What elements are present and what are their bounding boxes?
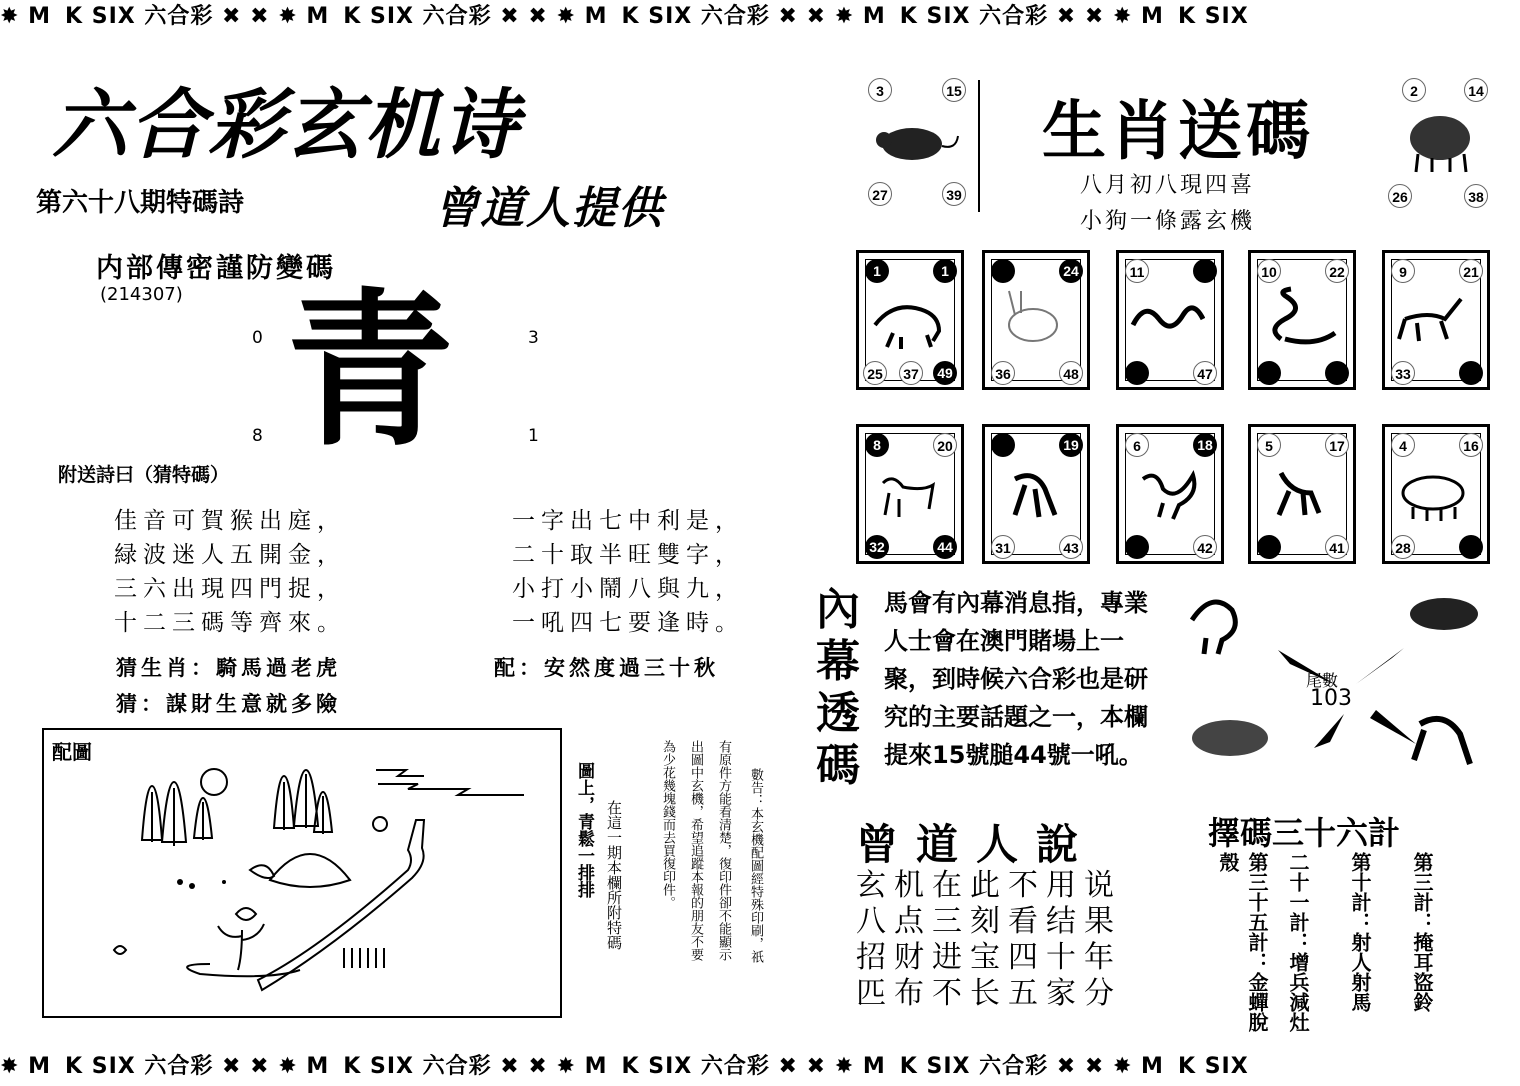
issue-label: 第六十八期特碼詩 (36, 188, 245, 218)
tiger-icon (869, 285, 945, 349)
header-band: ✸ M K SIX 六合彩 ✖ ✖ ✸ M K SIX 六合彩 ✖ ✖ ✸ M K SIX 六合彩 ✖ ✖ ✸ M K SIX 六合彩 ✖ ✖ ✸ M K SIX (0, 4, 1249, 29)
number-ball: 18 (1193, 433, 1217, 457)
number-ball: 19 (1059, 433, 1083, 457)
notice-col: 出圖中玄機，希望追蹤本報的朋友不要 (688, 740, 703, 961)
notice-text (684, 740, 706, 1030)
number-ball: 42 (1193, 535, 1217, 559)
snake-icon (1261, 285, 1337, 349)
notice-col: 為少花幾塊錢而去買復印件。 (660, 740, 675, 909)
number-ball (1325, 361, 1349, 385)
number-ball: 3 (868, 78, 892, 102)
corner-number-tl: 0 (252, 328, 263, 348)
zodiac-card-snake (1248, 250, 1356, 390)
number-ball (1257, 361, 1281, 385)
number-ball: 4 (1391, 433, 1415, 457)
number-ball: 21 (1459, 259, 1483, 283)
number-ball (991, 433, 1015, 457)
number-ball: 48 (1059, 361, 1083, 385)
ox-card (1380, 74, 1492, 214)
match-line: 配：安然度過三十秋 (494, 655, 719, 680)
number-ball (1125, 361, 1149, 385)
strategy-item: 第三計：掩耳盜鈴 (1410, 852, 1434, 1012)
guess-line-2: 猜：謀財生意就多險 (116, 691, 341, 716)
zodiac-card-dragon (1116, 250, 1224, 390)
picture-box (42, 728, 562, 1018)
poem-right-column (512, 504, 744, 640)
ox-icon (1192, 720, 1268, 756)
footer-band: ✸ M K SIX 六合彩 ✖ ✖ ✸ M K SIX 六合彩 ✖ ✖ ✸ M K SIX 六合彩 ✖ ✖ ✸ M K SIX 六合彩 ✖ ✖ ✸ M K SIX (0, 1054, 1249, 1079)
number-ball: 39 (942, 182, 966, 206)
rat-divider (978, 80, 980, 212)
number-ball: 26 (1388, 184, 1412, 208)
number-ball: 28 (1391, 535, 1415, 559)
rat-card (862, 74, 972, 214)
zodiac-card-horse (1382, 250, 1490, 390)
number-ball: 14 (1464, 78, 1488, 102)
horse-icon (1395, 285, 1471, 349)
monkey-icon (1414, 719, 1470, 764)
number-ball: 25 (863, 361, 887, 385)
right-title: 生肖送碼 (1042, 95, 1314, 169)
zodiac-card-rabbit (982, 250, 1090, 390)
number-ball: 6 (1125, 433, 1149, 457)
poem-left-column (114, 504, 346, 640)
inside-title: 內幕透碼 (816, 584, 860, 791)
poem-line: 二十取半旺雙字， (512, 542, 744, 568)
secret-heading: 内部傳密謹防變碼 (96, 253, 336, 284)
gift-poem-title: 附送詩曰（猜特碼） (58, 464, 230, 486)
number-ball: 17 (1325, 433, 1349, 457)
poem-line: 一吼四七要逢時。 (512, 610, 744, 636)
number-ball: 37 (899, 361, 923, 385)
poem-line: 佳音可賀猴出庭， (114, 508, 346, 534)
notice-text (656, 740, 678, 1030)
number-ball: 43 (1059, 535, 1083, 559)
zodiac-card-tiger (856, 250, 964, 390)
corner-number-bl: 8 (252, 426, 263, 446)
dragon-icon (1129, 285, 1205, 349)
notice-col: 有原件方能看清楚，復印件卻不能顯示 (716, 740, 731, 961)
number-ball (1125, 535, 1149, 559)
subtitle-line-2: 小狗一條露玄機 (1080, 209, 1256, 234)
number-ball (1257, 535, 1281, 559)
number-ball: 49 (933, 361, 957, 385)
provider-label: 曾道人提供 (434, 183, 664, 234)
zeng-title: 曾道人說 (856, 820, 1097, 869)
left-title: 六合彩玄机诗 (52, 80, 520, 169)
zodiac-card-dog (856, 424, 964, 564)
zodiac-card-pig (1382, 424, 1490, 564)
number-ball: 9 (1391, 259, 1415, 283)
number-ball: 20 (933, 433, 957, 457)
number-ball: 44 (933, 535, 957, 559)
number-ball: 10 (1257, 259, 1281, 283)
picture-caption: 圖上，青鬆一排排 (574, 762, 594, 898)
rooster-icon (1129, 459, 1205, 523)
zeng-line: 招财进宝四十年 (856, 940, 1122, 975)
number-ball: 47 (1193, 361, 1217, 385)
rat-icon (872, 118, 962, 168)
zeng-line: 匹布不长五家分 (856, 976, 1122, 1011)
number-ball: 41 (1325, 535, 1349, 559)
strategy-item: 第十計：射人射馬 (1348, 852, 1372, 1012)
number-ball: 38 (1464, 184, 1488, 208)
strategy-item: 二十一計：增兵減灶 (1286, 852, 1310, 1032)
tail-value: 103 (1310, 686, 1352, 711)
number-ball (991, 259, 1015, 283)
number-ball: 11 (1125, 259, 1149, 283)
notice-text (744, 768, 766, 1030)
poem-line: 十二三碼等齊來。 (114, 610, 346, 636)
pig-icon (1395, 459, 1471, 523)
number-ball: 33 (1391, 361, 1415, 385)
big-character: 青 (286, 271, 454, 469)
notice-text (712, 740, 734, 1030)
number-ball (1459, 535, 1483, 559)
dog-icon (869, 459, 945, 523)
secret-code: (214307) (100, 284, 183, 305)
turtle-illustration (44, 730, 560, 1016)
number-ball: 1 (865, 259, 889, 283)
number-ball: 22 (1325, 259, 1349, 283)
number-ball: 8 (865, 433, 889, 457)
strategy-item: 第三十五計：金蟬脫殼 (1216, 852, 1269, 1032)
strategy-title: 擇碼三十六計 (1208, 814, 1401, 852)
rabbit-icon (995, 285, 1071, 349)
zodiac-card-goat (1248, 424, 1356, 564)
number-ball: 1 (933, 259, 957, 283)
corner-number-br: 1 (528, 426, 539, 446)
poem-line: 緑波迷人五開金， (114, 542, 346, 568)
number-ball: 36 (991, 361, 1015, 385)
picture-label: 配圖 (52, 740, 92, 764)
number-ball: 5 (1257, 433, 1281, 457)
goat-icon (1261, 459, 1337, 523)
zodiac-card-rooster (1116, 424, 1224, 564)
ox-icon (1400, 104, 1480, 174)
poem-line: 一字出七中利是， (512, 508, 744, 534)
poem-line: 小打小鬧八與九， (512, 576, 744, 602)
subtitle-line-1: 八月初八現四喜 (1080, 173, 1256, 198)
number-ball: 27 (868, 182, 892, 206)
corner-number-tr: 3 (528, 328, 539, 348)
number-ball: 24 (1059, 259, 1083, 283)
number-ball: 15 (942, 78, 966, 102)
number-ball: 2 (1402, 78, 1426, 102)
number-ball (1193, 259, 1217, 283)
notice-col: 數告：本玄機配圖經特殊印刷，祇 (748, 768, 763, 963)
rat-icon (1410, 598, 1478, 630)
zodiac-card-monkey (982, 424, 1090, 564)
number-ball (1459, 361, 1483, 385)
rooster-icon (1192, 602, 1235, 654)
number-ball: 32 (865, 535, 889, 559)
zeng-poem (856, 868, 1122, 1012)
monkey-icon (995, 459, 1071, 523)
guess-zodiac: 猜生肖：騎馬過老虎 (116, 655, 341, 680)
tail-label: 尾數 (1306, 671, 1339, 690)
zeng-line: 八点三刻看结果 (856, 904, 1122, 939)
inside-text: 馬會有內幕消息指，專業人士會在澳門賭場上一聚，到時候六合彩也是研究的主要話題之一，本欄提來15號膇44號一吼。 (884, 589, 1148, 769)
poem-line: 三六出現四門捉， (114, 576, 346, 602)
zeng-line: 玄机在此不用说 (856, 868, 1122, 903)
picture-intro: 在這一期本欄所附特碼 (605, 800, 623, 950)
number-ball: 31 (991, 535, 1015, 559)
number-ball: 16 (1459, 433, 1483, 457)
